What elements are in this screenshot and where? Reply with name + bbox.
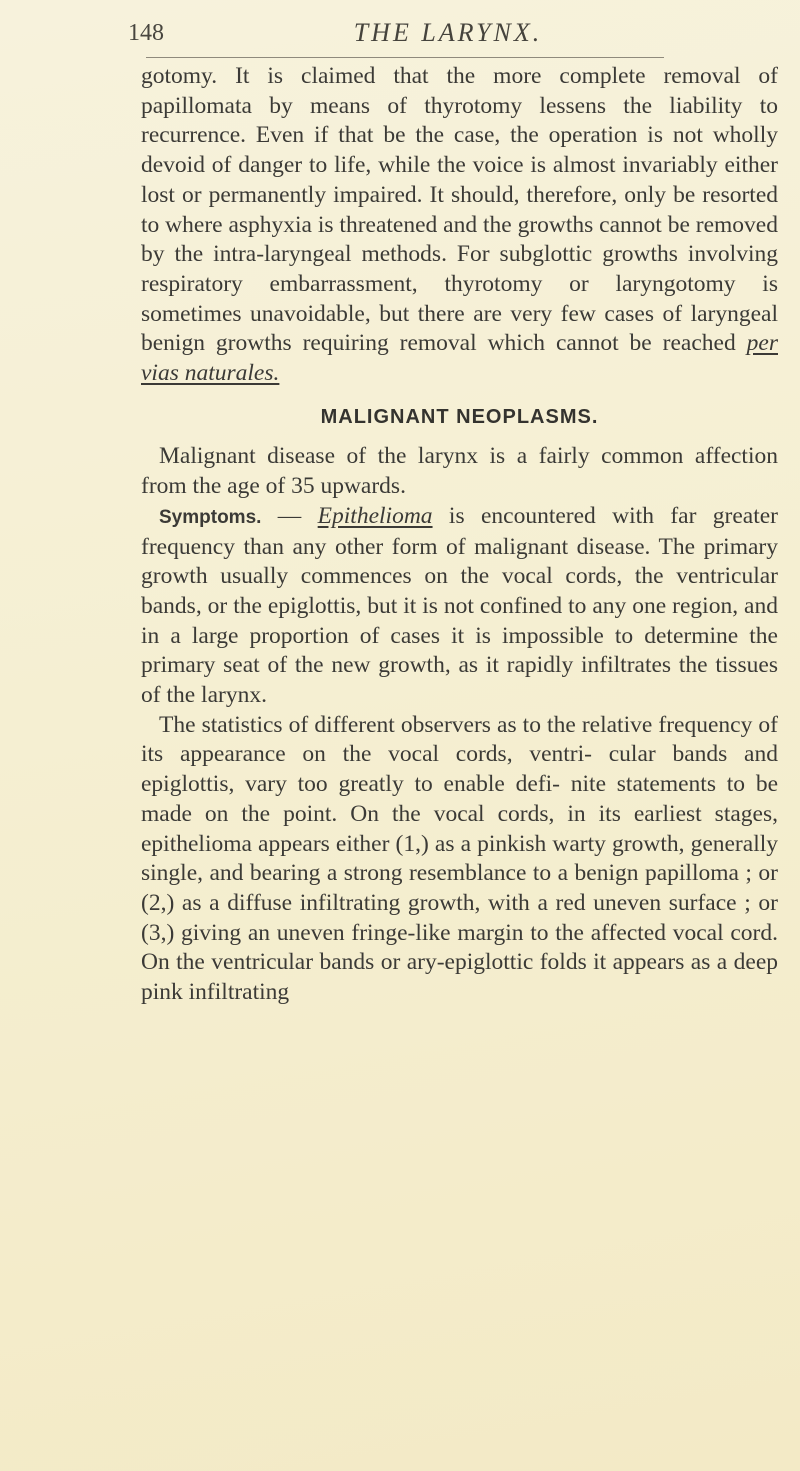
paragraph-symptoms [141,502,778,711]
body-text [141,62,778,1008]
running-head: THE LARYNX. [353,18,543,47]
paragraph-intro: Malignant disease of the larynx is a fairly common affection from the age of 35 upwards. [141,443,778,500]
symptoms-dash: — [261,502,318,529]
symptoms-text: is encountered with far greater frequency than any other form of malignant disease. The primary growth usually commences on the vocal cords, the ventricular bands, or the epiglottis, but it is not confined to any one region, and in a large proportion of cases it is impossible to determine the primary seat of the new growth, as it rapidly infiltrates the tissues of the larynx. [141,502,778,709]
paragraph-continuation [141,62,778,389]
paragraph-statistics: The statistics of different observers as to the relative frequency of its appearance on the vocal cords, ventri- cular bands and epiglottis, vary too greatly to enable defi- nite statements to be made on the point. On the vocal cords, in its earliest stages, epithelioma appears either (1,) as a pinkish warty growth, generally single, and bearing a strong resemblance to a benign papilloma ; or (2,) as a diffuse infiltrating growth, with a red uneven surface ; or (3,) giving an uneven fringe-like margin to the affected vocal cord. On the ventricular bands or ary-epiglottic folds it appears as a deep pink infiltrating [141,711,778,1006]
italic-phrase: per vias naturales. [141,330,778,387]
section-heading: MALIGNANT NEOPLASMS. [320,405,599,428]
symptoms-label: Symptoms. [159,506,262,528]
paragraph-continuation-text: gotomy. It is claimed that the more complete removal of papillomata by means of thyrotomy lessens the liability to recurrence. Even if that be the case, the operation is not wholly devoid of danger to life, while the voice is almost invariably either lost or permanently impaired. It should, therefore, only be resorted to where asphyxia is threatened and the growths cannot be removed by the intra-laryngeal methods. For subglottic growths involving respiratory embarrassment, thyrotomy or laryngotomy is sometimes unavoidable, but there are very few cases of laryngeal benign growths requiring removal which cannot be reached [141,63,778,357]
epithelioma-term: Epithelioma [317,502,433,529]
header-rule [146,57,664,58]
page-header [128,14,768,54]
page-number: 148 [128,20,164,46]
